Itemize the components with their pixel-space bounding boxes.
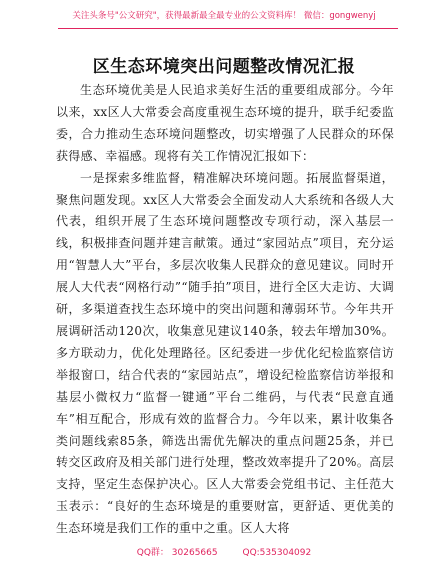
footer-qq: QQ:535304092	[242, 548, 312, 558]
document-title: 区生态环境突出问题整改情况汇报	[92, 57, 356, 77]
body-paragraph: 一是探索多维监督，精准解决环境问题。拓展监督渠道，聚焦问题发现。xx区人大常委会全面发动人大系统和各级人大代表，组织开展了生态环境问题整改专项行动，深入基层一线，积极排查问题并建言献策。通过“家园站点”项目，充分运用“智慧人大”平台，多层次收集人民群众的意见建议。同时开展人大代表“网格行动”“随手拍”项目，进行全区大走访、大调研，多渠道查找生态环境中的突出问题和薄弱环节。今年共开展调研活动120次，收集意见建议140条，较去年增加30%。多方联动力，优化处理路径。区纪委进一步优化纪检监察信访举报窗口，结合代表的“家园站点”，增设纪检监察信访举报和基层小微权力“监督一键通”平台二维码，与代表“民意直通车”相互配合，形成有效的监督合力。今年以来，累计收集各类问题线索85条，筛选出需优先解决的重点问题25条，并已转交区政府及相关部门进行处理，整改效率提升了20%。高层支持，坚定生态保护决心。区人大常委会党组书记、主任范大玉表示：“良好的生态环境是的重要财富，更舒适、更优美的生态环境是我们工作的重中之重。区人大将	[56, 170, 394, 536]
header-banner: 关注头条号"公文研究"，获得最新最全最专业的公文资料库！ 微信：gongwenyj	[72, 11, 376, 21]
document-body	[56, 80, 394, 540]
footer-qq-group: QQ群： 30265665	[136, 548, 218, 558]
header-divider	[58, 28, 398, 29]
body-paragraph: 生态环境优美是人民追求美好生活的重要组成部分。今年以来，xx区人大常委会高度重视生态环境的提升，联手纪委监委，合力推动生态环境问题整改，切实增强了人民群众的环保获得感、幸福感。现将有关工作情况汇报如下：	[56, 83, 394, 163]
footer-contact	[0, 545, 448, 558]
